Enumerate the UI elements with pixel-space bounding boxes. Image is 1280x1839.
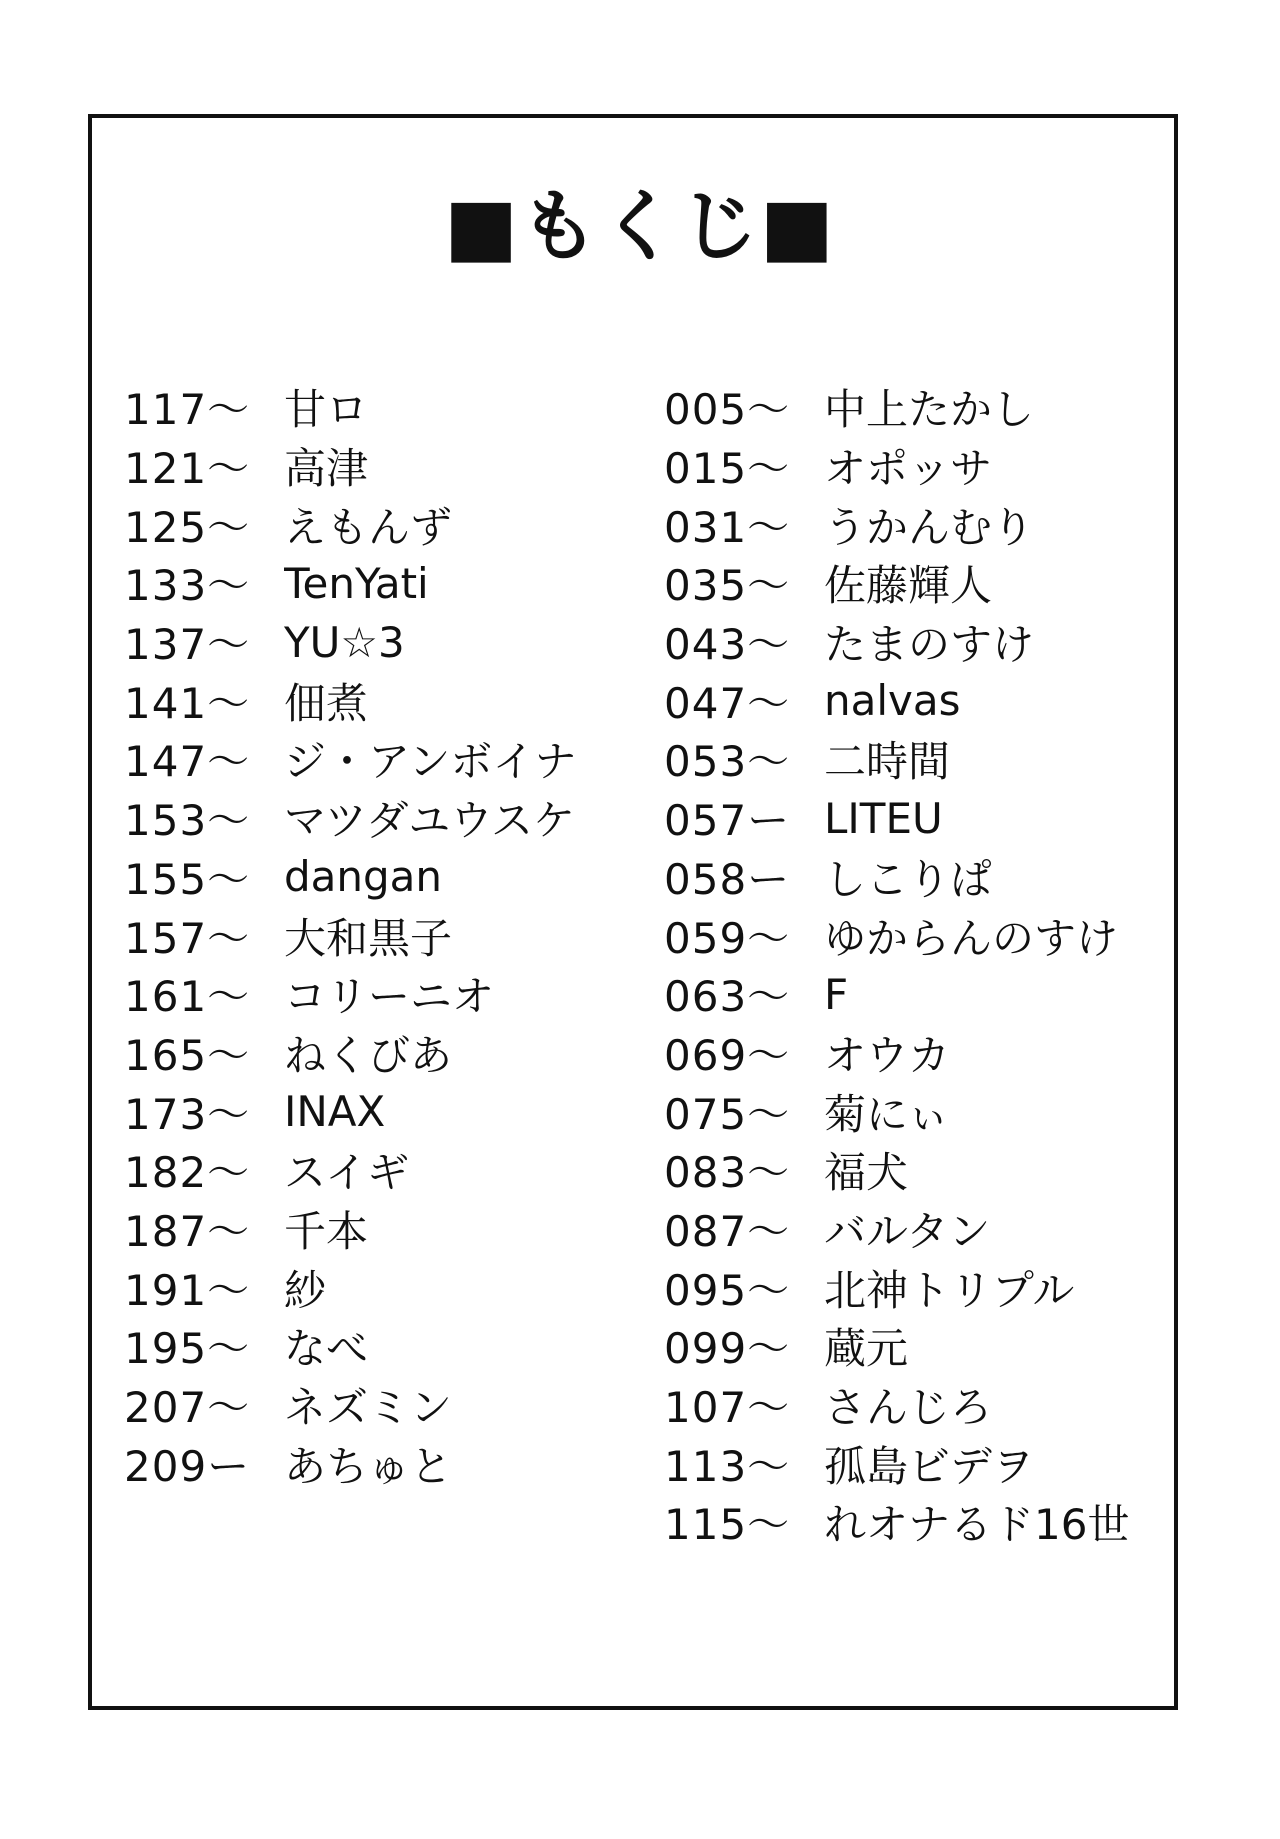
toc-author-name: れオナるド16世: [824, 1500, 1130, 1550]
toc-entry: [664, 906, 1129, 965]
page-title: ■もくじ■: [444, 182, 836, 272]
toc-entry: [664, 613, 1129, 672]
toc-page-number: 059～: [664, 913, 791, 963]
toc-entry: [664, 965, 1129, 1024]
toc-entry: [664, 1434, 1129, 1493]
toc-author-name: F: [824, 969, 849, 1019]
toc-page-number: 035～: [664, 561, 791, 611]
toc-entry: [124, 554, 576, 613]
toc-author-name: YU☆3: [284, 617, 405, 667]
toc-page-number: 047～: [664, 678, 791, 728]
toc-page-number: 075～: [664, 1089, 791, 1139]
toc-entry: [664, 671, 1129, 730]
toc-author-name: LITEU: [824, 793, 943, 843]
toc-author-name: 福犬: [824, 1148, 909, 1198]
toc-entry: [664, 1024, 1129, 1083]
toc-author-name: コリーニオ: [284, 972, 495, 1022]
toc-author-name: オウカ: [824, 1030, 951, 1080]
toc-page-number: 063～: [664, 972, 791, 1022]
toc-page-number: 115～: [664, 1500, 791, 1550]
toc-entry: [124, 437, 576, 496]
toc-author-name: 紗: [284, 1265, 327, 1315]
toc-author-name: たまのすけ: [824, 620, 1035, 670]
toc-author-name: ゆからんのすけ: [824, 913, 1119, 963]
toc-author-name: INAX: [284, 1087, 386, 1137]
toc-entry: [124, 906, 576, 965]
toc-page-number: 113～: [664, 1441, 791, 1491]
toc-author-name: nalvas: [824, 676, 961, 726]
toc-author-name: 佃煮: [284, 678, 369, 728]
toc-page-number: 005～: [664, 385, 791, 435]
toc-author-name: 高津: [284, 444, 369, 494]
toc-entry: [664, 495, 1129, 554]
toc-page-number: 053～: [664, 737, 791, 787]
toc-page-number: 155～: [124, 854, 251, 904]
toc-author-name: えもんず: [284, 502, 453, 552]
toc-page-number: 165～: [124, 1030, 251, 1080]
toc-entry: [124, 1317, 576, 1376]
toc-page-number: 207～: [124, 1383, 251, 1433]
toc-entry: [124, 1024, 576, 1083]
toc-author-name: ジ・アンボイナ: [284, 737, 577, 787]
toc-page-number: 031～: [664, 502, 791, 552]
toc-entry: [124, 1082, 576, 1141]
toc-entry: [664, 1200, 1129, 1259]
toc-author-name: 大和黒子: [284, 913, 453, 963]
toc-page-number: 182～: [124, 1148, 251, 1198]
toc-entry: [124, 848, 576, 907]
toc-page-number: 191～: [124, 1265, 251, 1315]
toc-author-name: オポッサ: [824, 444, 993, 494]
toc-entry: [664, 554, 1129, 613]
toc-column-left: [124, 378, 576, 1493]
toc-entry: [664, 1376, 1129, 1435]
toc-entry: [664, 437, 1129, 496]
toc-author-name: ねくびあ: [284, 1030, 453, 1080]
toc-entry: [664, 1141, 1129, 1200]
toc-author-name: 二時間: [824, 737, 951, 787]
toc-page-number: 125～: [124, 502, 251, 552]
toc-entry: [664, 848, 1129, 907]
toc-entry: [124, 1200, 576, 1259]
toc-entry: [124, 1141, 576, 1200]
toc-column-right: [664, 378, 1129, 1552]
toc-entry: [124, 671, 576, 730]
toc-page-number: 121～: [124, 444, 251, 494]
toc-entry: [124, 1258, 576, 1317]
toc-author-name: バルタン: [824, 1206, 991, 1256]
toc-author-name: 甘ロ: [284, 385, 369, 435]
toc-page-number: 137～: [124, 620, 251, 670]
toc-page-number: 161～: [124, 972, 251, 1022]
toc-author-name: dangan: [284, 852, 443, 902]
toc-page-number: 133～: [124, 561, 251, 611]
toc-author-name: マツダユウスケ: [284, 796, 576, 846]
toc-entry: [664, 1493, 1129, 1552]
toc-author-name: あちゅと: [284, 1441, 453, 1491]
toc-page-number: 087～: [664, 1206, 791, 1256]
toc-page-number: 209ー: [124, 1441, 251, 1491]
toc-page-number: 083～: [664, 1148, 791, 1198]
toc-author-name: 佐藤輝人: [824, 561, 993, 611]
toc-author-name: 菊にぃ: [824, 1089, 950, 1139]
toc-entry: [664, 789, 1129, 848]
toc-entry: [664, 378, 1129, 437]
toc-page-number: 173～: [124, 1089, 251, 1139]
toc-author-name: なべ: [284, 1324, 369, 1374]
toc-author-name: 北神トリプル: [824, 1265, 1075, 1315]
toc-page-number: 147～: [124, 737, 251, 787]
toc-page-number: 187～: [124, 1206, 251, 1256]
toc-entry: [124, 613, 576, 672]
toc-page-number: 057ー: [664, 796, 791, 846]
toc-author-name: 中上たかし: [824, 385, 1035, 435]
toc-author-name: TenYati: [284, 558, 429, 608]
toc-page-number: 095～: [664, 1265, 791, 1315]
toc-author-name: さんじろ: [824, 1383, 993, 1433]
toc-entry: [124, 1376, 576, 1435]
toc-author-name: 蔵元: [824, 1324, 909, 1374]
toc-page-number: 141～: [124, 678, 251, 728]
toc-entry: [124, 495, 576, 554]
toc-page-number: 058ー: [664, 854, 791, 904]
toc-entry: [124, 789, 576, 848]
toc-page-number: 117～: [124, 385, 251, 435]
toc-page-number: 015～: [664, 444, 791, 494]
toc-page-number: 153～: [124, 796, 251, 846]
toc-page-number: 195～: [124, 1324, 251, 1374]
toc-page-number: 107～: [664, 1383, 791, 1433]
toc-author-name: ネズミン: [284, 1383, 453, 1433]
toc-author-name: うかんむり: [824, 502, 1035, 552]
toc-entry: [124, 378, 576, 437]
toc-entry: [664, 1082, 1129, 1141]
toc-entry: [124, 1434, 576, 1493]
toc-page-number: 069～: [664, 1030, 791, 1080]
toc-entry: [124, 965, 576, 1024]
toc-entry: [664, 1317, 1129, 1376]
toc-entry: [664, 1258, 1129, 1317]
toc-page-number: 157～: [124, 913, 251, 963]
toc-page-number: 099～: [664, 1324, 791, 1374]
toc-page-number: 043～: [664, 620, 791, 670]
toc-author-name: 千本: [284, 1206, 369, 1256]
toc-author-name: しこりぱ: [824, 854, 993, 904]
toc-author-name: スイギ: [284, 1148, 410, 1198]
toc-entry: [124, 730, 576, 789]
toc-entry: [664, 730, 1129, 789]
toc-author-name: 孤島ビデヲ: [824, 1441, 1035, 1491]
